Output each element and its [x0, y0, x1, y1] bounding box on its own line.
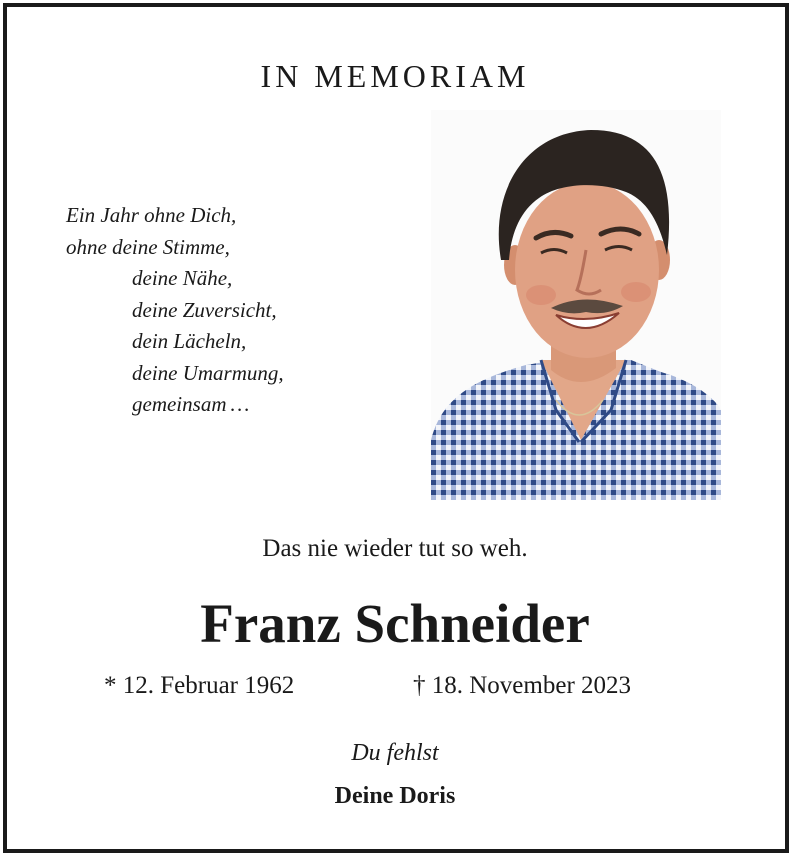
birth-date: * 12. Februar 1962	[104, 672, 295, 699]
poem	[66, 200, 284, 421]
poem-line: deine Zuversicht,	[132, 297, 277, 322]
closing-line: Du fehlst	[351, 740, 439, 766]
deceased-name: Franz Schneider	[200, 593, 590, 654]
poem-line: deine Umarmung,	[132, 360, 284, 385]
heading: IN MEMORIAM	[260, 58, 530, 94]
poem-line: Ein Jahr ohne Dich,	[66, 203, 237, 227]
poem-line: deine Nähe,	[132, 266, 233, 290]
quote: Das nie wieder tut so weh.	[262, 535, 528, 562]
portrait-photo	[431, 110, 721, 500]
poem-line: gemeinsam …	[132, 392, 250, 416]
signature: Deine Doris	[334, 783, 456, 809]
death-date: † 18. November 2023	[413, 672, 632, 699]
poem-line: dein Lächeln,	[132, 329, 247, 353]
poem-line: ohne deine Stimme,	[66, 234, 230, 259]
